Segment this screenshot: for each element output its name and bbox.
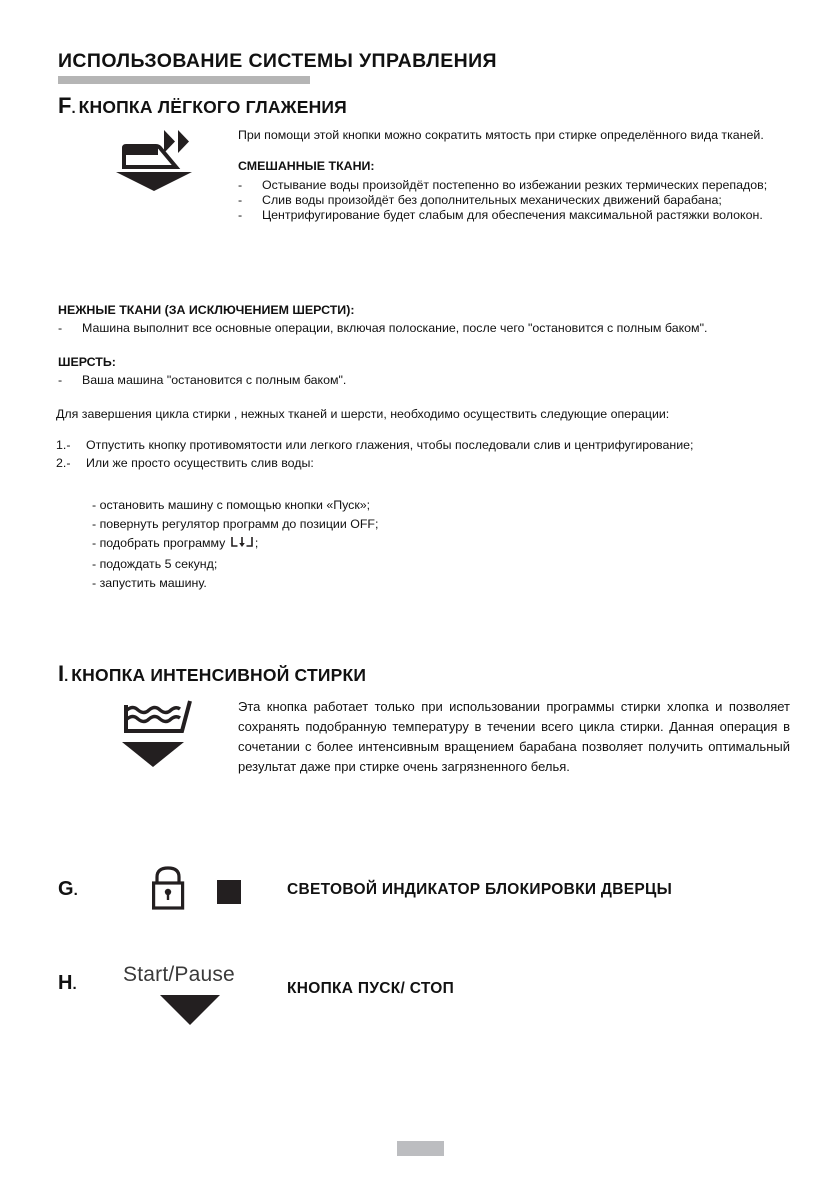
section-i-heading (58, 661, 366, 687)
down-triangle-pointer-icon (159, 994, 221, 1031)
section-f-dot: . (71, 100, 76, 117)
drain-substeps-list (56, 496, 556, 593)
list-item-text: - остановить машину с помощью кнопки «Пуск»; (92, 498, 371, 512)
wool-heading: ШЕРСТЬ: (58, 355, 116, 369)
drain-spin-program-icon (231, 536, 253, 555)
delicate-fabrics-heading: НЕЖНЫЕ ТКАНИ (ЗА ИСКЛЮЧЕНИЕМ ШЕРСТИ): (58, 303, 355, 317)
list-item-suffix: ; (254, 536, 259, 550)
list-item-text: - подождать 5 секунд; (92, 557, 218, 571)
delicate-fabrics-list (58, 321, 790, 336)
list-item (56, 555, 556, 574)
section-g-letter-group (58, 878, 78, 901)
section-g-dot: . (73, 882, 78, 899)
footer-page-marker (397, 1141, 444, 1156)
section-i-title: КНОПКА ИНТЕНСИВНОЙ СТИРКИ (71, 665, 367, 685)
section-f-heading (58, 93, 347, 119)
section-f-intro: При помощи этой кнопки можно сократить мятость при стирке определённого вида тканей. (238, 128, 764, 142)
bullet-dash: - (238, 208, 243, 223)
intensive-wash-tub-icon (122, 697, 226, 774)
title-underline-bar (58, 76, 310, 84)
bullet-dash: - (58, 321, 63, 335)
numbered-step (56, 438, 790, 453)
page-title: ИСПОЛЬЗОВАНИЕ СИСТЕМЫ УПРАВЛЕНИЯ (58, 50, 497, 72)
section-f-letter: F (58, 93, 72, 118)
start-pause-button-label[interactable]: Start/Pause (123, 963, 235, 986)
section-h-letter: H (58, 972, 73, 994)
mixed-fabrics-list (238, 178, 790, 224)
section-h-dot: . (72, 976, 77, 993)
list-item-text: Ваша машина "остановится с полным баком". (82, 373, 347, 387)
list-item-text: Остывание воды произойдёт постепенно во избежании резких термических перепадов; (262, 178, 768, 192)
section-g-letter: G (58, 878, 74, 900)
list-item (58, 373, 790, 388)
numbered-step (56, 456, 790, 471)
step-number: 2.- (56, 456, 71, 471)
section-f-title: КНОПКА ЛЁГКОГО ГЛАЖЕНИЯ (78, 97, 347, 117)
list-item (56, 496, 556, 515)
list-item (56, 515, 556, 534)
list-item-text: Слив воды произойдёт без дополнительных механических движений барабана; (262, 193, 722, 208)
finish-cycle-intro: Для завершения цикла стирки , нежных тканей и шерсти, необходимо осуществить следующие операции: (56, 407, 670, 421)
indicator-light-swatch (217, 880, 241, 909)
list-item (238, 178, 790, 193)
list-item-program (56, 534, 556, 555)
list-item (58, 321, 790, 336)
list-item-text: - запустить машину. (92, 576, 207, 590)
finish-cycle-steps (56, 438, 790, 471)
list-item-text: Центрифугирование будет слабым для обеспечения максимальной растяжки волокон. (262, 208, 763, 223)
section-i-body: Эта кнопка работает только при использовании программы стирки хлопка и позволяет сохранять подобранную температуру в течении всего цикла стирки. Данная операция в сочетании с более интенсивным вращением барабана позволяет получить оптимальный результат даже при стирке очень загрязненного белья. (238, 699, 790, 774)
door-lock-icon (150, 866, 188, 915)
step-text: Отпустить кнопку противомятости или легкого глажения, чтобы последовали слив и центрифугирование; (86, 438, 694, 452)
step-text: Или же просто осуществить слив воды: (86, 456, 314, 471)
list-item-text: Машина выполнит все основные операции, включая полоскание, после чего "остановится с полным баком". (82, 321, 708, 335)
section-h-letter-group (58, 972, 77, 995)
bullet-dash: - (58, 373, 63, 387)
wool-list (58, 373, 790, 388)
step-number: 1.- (56, 438, 71, 452)
bullet-dash: - (238, 178, 243, 192)
list-item (238, 193, 790, 208)
list-item (238, 208, 790, 223)
mixed-fabrics-heading: СМЕШАННЫЕ ТКАНИ: (238, 159, 375, 173)
section-h-caption: КНОПКА ПУСК/ СТОП (287, 980, 455, 997)
list-item-text: - подобрать программу (92, 536, 226, 550)
section-g-caption: СВЕТОВОЙ ИНДИКАТОР БЛОКИРОВКИ ДВЕРЦЫ (287, 881, 673, 898)
section-i-letter: I (58, 661, 65, 686)
list-item (56, 574, 556, 593)
section-i-dot: . (64, 668, 69, 685)
bullet-dash: - (238, 193, 243, 208)
list-item-text: - повернуть регулятор программ до позиции OFF; (92, 517, 379, 531)
easy-ironing-icon (112, 126, 216, 197)
